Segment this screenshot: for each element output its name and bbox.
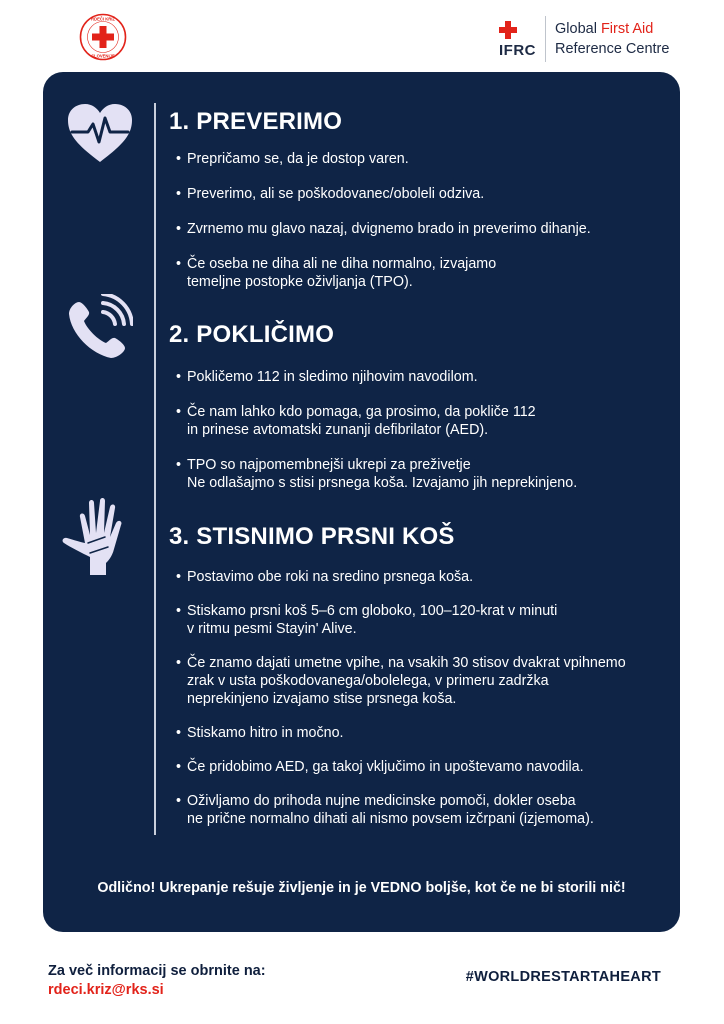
list-item: • Prepričamo se, da je dostop varen.: [176, 150, 666, 168]
ifrc-mark: [499, 20, 541, 59]
section-title-compress: 3. STISNIMO PRSNI KOŠ: [169, 523, 455, 550]
list-item: • Če znamo dajati umetne vpihe, na vsakih 30 stisov dvakrat vpihnemo zrak v usta poškodovanega/obolelega, v primeru zadržka neprekinjeno izvajamo stise prsnega koša.: [176, 654, 666, 708]
closing-message: Odlično! Ukrepanje rešuje življenje in je VEDNO boljše, kot če ne bi storili nič!: [97, 880, 626, 896]
list-item: • Pokličemo 112 in sledimo njihovim navodilom.: [176, 368, 666, 386]
section-list-check: [176, 150, 666, 291]
section-title-check: 1. PREVERIMO: [169, 108, 343, 135]
list-item: • Preverimo, ali se poškodovanec/oboleli odziva.: [176, 185, 666, 203]
cpr-hands-icon: [60, 497, 132, 577]
list-item: • TPO so najpomembnejši ukrepi za preživetje Ne odlašajmo s stisi prsnega koša. Izvajamo jih neprekinjeno.: [176, 456, 666, 492]
section-list-call: [176, 368, 666, 492]
cpr-steps-panel: [43, 72, 680, 932]
heart-pulse-icon: [66, 102, 134, 166]
ifrc-code: IFRC: [499, 41, 536, 59]
list-item: • Stiskamo hitro in močno.: [176, 724, 666, 742]
red-cross-icon: [499, 21, 517, 39]
list-item: • Zvrnemo mu glavo nazaj, dvignemo brado in preverimo dihanje.: [176, 220, 666, 238]
list-item: • Stiskamo prsni koš 5–6 cm globoko, 100–120-krat v minuti v ritmu pesmi Stayin' Alive.: [176, 602, 666, 638]
svg-text:RDEČI KRIŽ: RDEČI KRIŽ: [91, 16, 115, 22]
list-item: • Če pridobimo AED, ga takoj vključimo in upoštevamo navodila.: [176, 758, 666, 776]
red-cross-slovenia-logo: [79, 13, 127, 61]
contact-label: Za več informacij se obrnite na:: [48, 963, 266, 979]
section-title-call: 2. POKLIČIMO: [169, 321, 335, 348]
ifrc-logo: [499, 16, 669, 62]
list-item: • Če nam lahko kdo pomaga, ga prosimo, da pokliče 112 in prinese avtomatski zunanji defibrilator (AED).: [176, 403, 666, 439]
contact-info: [48, 962, 266, 1000]
contact-email-link[interactable]: rdeci.kriz@rks.si: [48, 982, 164, 998]
ifrc-first-aid: First Aid: [600, 21, 654, 37]
ifrc-name: [555, 19, 669, 59]
svg-text:SLOVENIJE: SLOVENIJE: [91, 53, 115, 59]
vertical-divider: [154, 103, 156, 835]
campaign-hashtag: #WORLDRESTARTAHEART: [465, 969, 661, 985]
ifrc-divider: [545, 16, 546, 62]
list-item: • Postavimo obe roki na sredino prsnega koša.: [176, 568, 666, 586]
list-item: • Če oseba ne diha ali ne diha normalno, izvajamo temeljne postopke oživljanja (TPO).: [176, 255, 666, 291]
section-list-compress: [176, 568, 666, 828]
phone-icon: [65, 294, 133, 362]
red-crescent-icon: [520, 21, 536, 39]
ifrc-global: Global: [555, 21, 601, 37]
ifrc-reference-centre: Reference Centre: [555, 41, 670, 57]
list-item: • Oživljamo do prihoda nujne medicinske pomoči, dokler oseba ne prične normalno dihati ali nismo povsem izčrpani (izjemoma).: [176, 792, 666, 828]
